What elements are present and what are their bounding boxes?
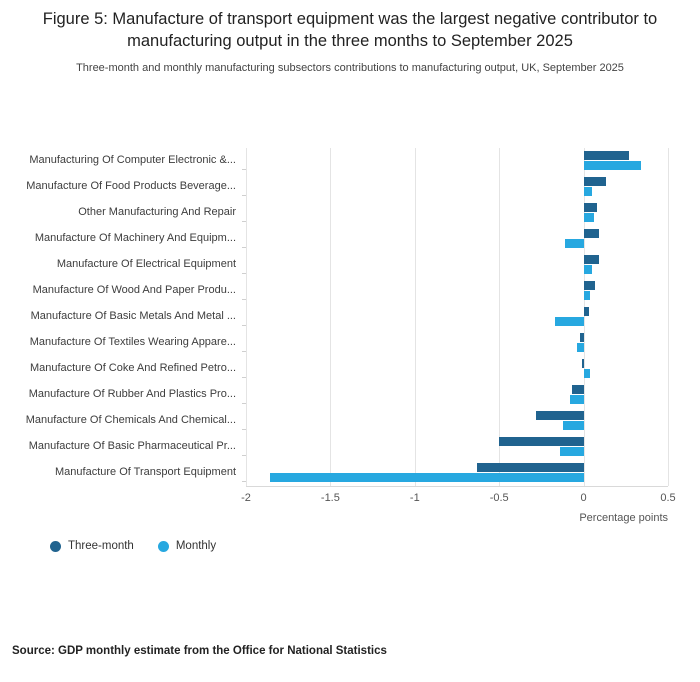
bar-monthly[interactable] [563, 421, 583, 430]
category-axis [0, 148, 240, 486]
category-label: Manufacture Of Textiles Wearing Appare... [29, 336, 236, 348]
bar-three-month[interactable] [584, 307, 589, 316]
bar-monthly[interactable] [584, 161, 641, 170]
legend-swatch-icon [50, 541, 61, 552]
category-label: Manufacturing Of Computer Electronic &... [29, 154, 236, 166]
bar-three-month[interactable] [584, 177, 606, 186]
gridline [584, 148, 585, 486]
bar-monthly[interactable] [565, 239, 584, 248]
bar-three-month[interactable] [584, 229, 599, 238]
chart-title: Figure 5: Manufacture of transport equipment was the largest negative contributor to manufacturing output in the three months to September 2025 [42, 10, 658, 50]
category-label: Manufacture Of Machinery And Equipm... [34, 232, 236, 244]
bar-three-month[interactable] [582, 359, 584, 368]
bar-three-month[interactable] [580, 333, 583, 342]
category-label: Manufacture Of Basic Metals And Metal ... [30, 310, 236, 322]
bar-three-month[interactable] [477, 463, 583, 472]
bar-three-month[interactable] [572, 385, 584, 394]
category-label: Manufacture Of Transport Equipment [55, 466, 236, 478]
gridline [415, 148, 416, 486]
x-tick-label: 0 [580, 492, 587, 504]
chart-legend [50, 540, 216, 552]
bar-three-month[interactable] [584, 203, 598, 212]
chart-subtitle: Three-month and monthly manufacturing subsectors contributions to manufacturing output, UK, September 2025 [76, 62, 624, 74]
x-tick-label: -2 [241, 492, 251, 504]
bar-monthly[interactable] [560, 447, 584, 456]
bar-three-month[interactable] [584, 151, 630, 160]
x-tick-label: -1 [409, 492, 420, 504]
bar-three-month[interactable] [584, 255, 599, 264]
category-label: Manufacture Of Food Products Beverage... [26, 180, 236, 192]
bar-monthly[interactable] [584, 213, 594, 222]
category-label: Other Manufacturing And Repair [78, 206, 236, 218]
legend-label: Monthly [175, 540, 217, 552]
x-tick-label: 0.5 [660, 492, 676, 504]
category-label: Manufacture Of Electrical Equipment [56, 258, 236, 270]
x-tick-label: -0.5 [489, 492, 509, 504]
category-label: Manufacture Of Rubber And Plastics Pro... [28, 388, 236, 400]
bar-three-month[interactable] [536, 411, 583, 420]
bar-monthly[interactable] [584, 291, 591, 300]
bar-three-month[interactable] [499, 437, 583, 446]
x-axis-title: Percentage points [579, 512, 668, 524]
bar-monthly[interactable] [584, 265, 592, 274]
plot-area [246, 148, 668, 486]
bar-three-month[interactable] [584, 281, 596, 290]
bar-monthly[interactable] [584, 187, 592, 196]
gridline [330, 148, 331, 486]
category-label: Manufacture Of Chemicals And Chemical... [25, 414, 236, 426]
bar-monthly[interactable] [577, 343, 584, 352]
legend-label: Three-month [68, 540, 134, 552]
bar-monthly[interactable] [270, 473, 584, 482]
gridline [499, 148, 500, 486]
category-label: Manufacture Of Basic Pharmaceutical Pr... [28, 440, 236, 452]
x-tick-label: -1.5 [320, 492, 340, 504]
legend-item-three-month[interactable] [50, 540, 134, 552]
gridline [246, 148, 247, 486]
legend-swatch-icon [158, 541, 169, 552]
legend-item-monthly[interactable] [158, 540, 216, 552]
category-label: Manufacture Of Coke And Refined Petro... [29, 362, 236, 374]
plot-wrapper [0, 140, 700, 524]
source-note: Source: GDP monthly estimate from the Office for National Statistics [12, 645, 387, 657]
category-label: Manufacture Of Wood And Paper Produ... [32, 284, 236, 296]
bar-monthly[interactable] [584, 369, 591, 378]
bar-monthly[interactable] [555, 317, 584, 326]
bar-monthly[interactable] [570, 395, 584, 404]
gridline [668, 148, 669, 486]
x-axis-line [246, 486, 668, 487]
